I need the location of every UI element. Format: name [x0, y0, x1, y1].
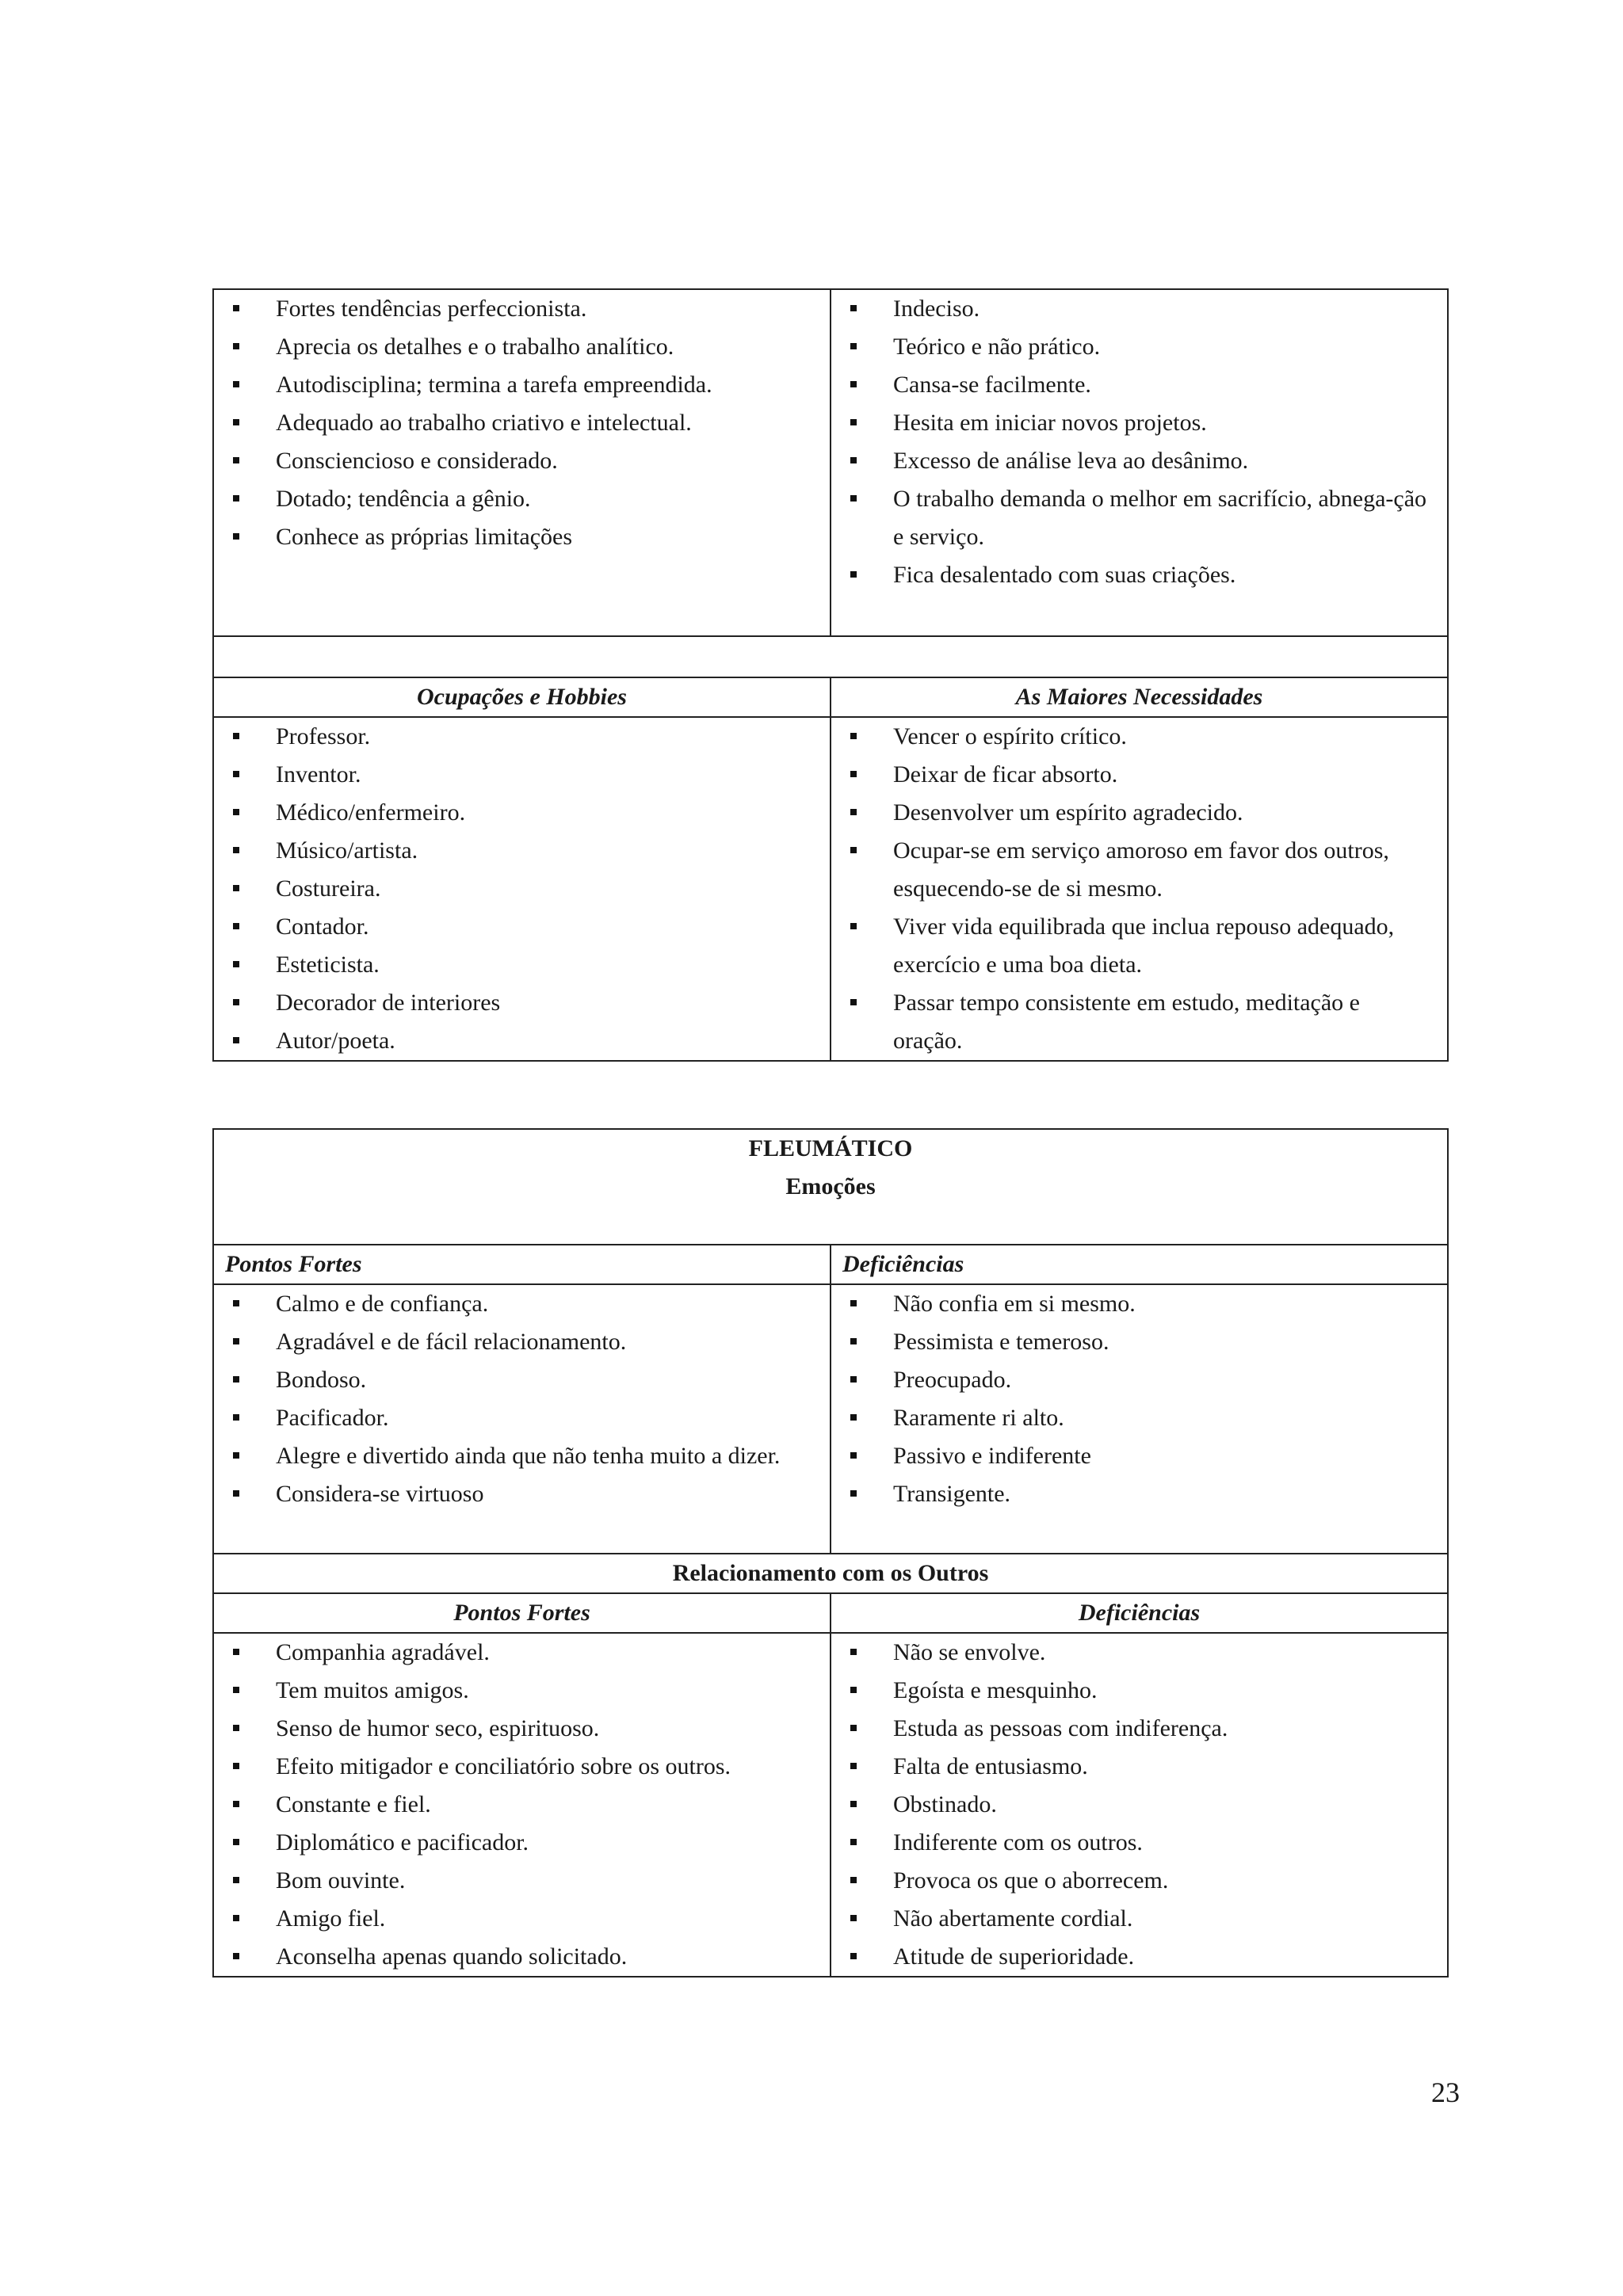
list-item: Não se envolve. [842, 1634, 1447, 1672]
temperament-title: FLEUMÁTICO [748, 1135, 913, 1161]
weaknesses-list [842, 290, 1447, 594]
list-item: Hesita em iniciar novos projetos. [842, 404, 1447, 442]
list-item: Músico/artista. [225, 832, 830, 870]
list-item: Egoísta e mesquinho. [842, 1672, 1447, 1710]
list-item: Fica desalentado com suas criações. [842, 556, 1447, 594]
emotions-strengths-header: Pontos Fortes [213, 1245, 831, 1284]
list-item: Excesso de análise leva ao desânimo. [842, 442, 1447, 480]
list-item: Vencer o espírito crítico. [842, 718, 1447, 756]
relations-weaknesses-cell [831, 1633, 1448, 1977]
list-item: Esteticista. [225, 946, 830, 984]
list-item: Não abertamente cordial. [842, 1900, 1447, 1938]
list-item: Companhia agradável. [225, 1634, 830, 1672]
relations-header-row [213, 1554, 1448, 1593]
list-item: Bom ouvinte. [225, 1862, 830, 1900]
list-item: Costureira. [225, 870, 830, 908]
list-item: Indeciso. [842, 290, 1447, 328]
needs-cell [831, 717, 1448, 1061]
list-item: Agradável e de fácil relacionamento. [225, 1323, 830, 1361]
list-item: Adequado ao trabalho criativo e intelectual. [225, 404, 830, 442]
relations-weaknesses-header: Deficiências [831, 1593, 1448, 1633]
list-item: Contador. [225, 908, 830, 946]
list-item: Alegre e divertido ainda que não tenha muito a dizer. [225, 1437, 830, 1475]
list-item: Constante e fiel. [225, 1786, 830, 1824]
list-item: Dotado; tendência a gênio. [225, 480, 830, 518]
phlegmatic-table [212, 1128, 1449, 1978]
list-item: Não confia em si mesmo. [842, 1285, 1447, 1323]
list-item: Estuda as pessoas com indiferença. [842, 1710, 1447, 1748]
occupations-header: Ocupações e Hobbies [213, 677, 831, 717]
list-item: Diplomático e pacificador. [225, 1824, 830, 1862]
emotions-strengths-cell [213, 1284, 831, 1554]
list-item: Bondoso. [225, 1361, 830, 1399]
list-item: Inventor. [225, 756, 830, 794]
list-item: Deixar de ficar absorto. [842, 756, 1447, 794]
relations-weaknesses-list [842, 1634, 1447, 1976]
list-item: Teórico e não prático. [842, 328, 1447, 366]
empty-spacer-cell [213, 636, 1448, 677]
relations-row [213, 1633, 1448, 1977]
list-item: Cansa-se facilmente. [842, 366, 1447, 404]
list-item: O trabalho demanda o melhor em sacrifício, abnega-ção e serviço. [842, 480, 1447, 556]
occupations-needs-row [213, 717, 1448, 1061]
list-item: Preocupado. [842, 1361, 1447, 1399]
list-item: Decorador de interiores [225, 984, 830, 1022]
occupations-list [225, 718, 830, 1060]
emotions-weaknesses-list [842, 1285, 1447, 1513]
spacer-row [213, 636, 1448, 677]
relations-strengths-cell [213, 1633, 831, 1977]
list-item: Professor. [225, 718, 830, 756]
list-item: Raramente ri alto. [842, 1399, 1447, 1437]
strengths-list [225, 290, 830, 556]
page-number: 23 [1431, 2077, 1460, 2108]
title-row [213, 1129, 1448, 1245]
list-item: Obstinado. [842, 1786, 1447, 1824]
emotions-weaknesses-cell [831, 1284, 1448, 1554]
list-item: Considera-se virtuoso [225, 1475, 830, 1513]
list-item: Consciencioso e considerado. [225, 442, 830, 480]
list-item: Calmo e de confiança. [225, 1285, 830, 1323]
traits-row [213, 289, 1448, 636]
relations-strengths-list [225, 1634, 830, 1976]
strengths-cell [213, 289, 831, 636]
list-item: Passar tempo consistente em estudo, meditação e oração. [842, 984, 1447, 1060]
relations-strengths-header: Pontos Fortes [213, 1593, 831, 1633]
needs-header: As Maiores Necessidades [831, 677, 1448, 717]
list-item: Falta de entusiasmo. [842, 1748, 1447, 1786]
list-item: Indiferente com os outros. [842, 1824, 1447, 1862]
emotions-weaknesses-header: Deficiências [831, 1245, 1448, 1284]
relations-header: Relacionamento com os Outros [213, 1554, 1448, 1593]
occupations-needs-header-row [213, 677, 1448, 717]
list-item: Viver vida equilibrada que inclua repouso adequado, exercício e uma boa dieta. [842, 908, 1447, 984]
list-item: Senso de humor seco, espirituoso. [225, 1710, 830, 1748]
emotions-header-row [213, 1245, 1448, 1284]
list-item: Transigente. [842, 1475, 1447, 1513]
list-item: Desenvolver um espírito agradecido. [842, 794, 1447, 832]
list-item: Provoca os que o aborrecem. [842, 1862, 1447, 1900]
list-item: Efeito mitigador e conciliatório sobre os outros. [225, 1748, 830, 1786]
list-item: Médico/enfermeiro. [225, 794, 830, 832]
emotions-strengths-list [225, 1285, 830, 1513]
occupations-cell [213, 717, 831, 1061]
title-cell [213, 1129, 1448, 1245]
list-item: Ocupar-se em serviço amoroso em favor dos outros, esquecendo-se de si mesmo. [842, 832, 1447, 908]
list-item: Aconselha apenas quando solicitado. [225, 1938, 830, 1976]
relations-subheader-row [213, 1593, 1448, 1633]
list-item: Aprecia os detalhes e o trabalho analítico. [225, 328, 830, 366]
list-item: Autodisciplina; termina a tarefa empreendida. [225, 366, 830, 404]
list-item: Pacificador. [225, 1399, 830, 1437]
needs-list [842, 718, 1447, 1060]
list-item: Amigo fiel. [225, 1900, 830, 1938]
list-item: Atitude de superioridade. [842, 1938, 1447, 1976]
list-item: Tem muitos amigos. [225, 1672, 830, 1710]
weaknesses-cell [831, 289, 1448, 636]
list-item: Pessimista e temeroso. [842, 1323, 1447, 1361]
melancholic-table-continued [212, 288, 1449, 1062]
list-item: Conhece as próprias limitações [225, 518, 830, 556]
list-item: Autor/poeta. [225, 1022, 830, 1060]
list-item: Fortes tendências perfeccionista. [225, 290, 830, 328]
emotions-row [213, 1284, 1448, 1554]
section-subtitle: Emoções [785, 1173, 876, 1199]
list-item: Passivo e indiferente [842, 1437, 1447, 1475]
